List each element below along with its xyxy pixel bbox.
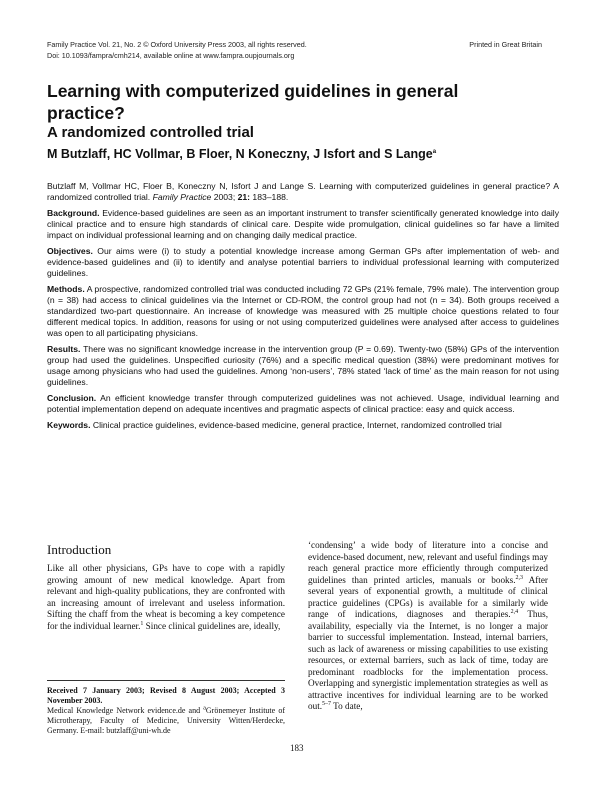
article-title: Learning with computerized guidelines in general practice?: [47, 81, 459, 123]
reference-mark: 2,4: [510, 608, 519, 615]
intro-paragraph-2: [308, 540, 548, 713]
citation-year: 2003;: [213, 192, 236, 202]
author-list: [47, 146, 436, 162]
objectives-section: [47, 246, 559, 279]
affiliation: [47, 706, 285, 736]
keywords-section: [47, 420, 559, 431]
results-section: [47, 344, 559, 388]
journal-line: Family Practice Vol. 21, No. 2 © Oxford University Press 2003, all rights reserved.: [47, 40, 307, 49]
citation-volume: 21:: [237, 192, 251, 202]
methods-label: Methods.: [47, 284, 85, 294]
citation: [47, 181, 559, 203]
printed-location: Printed in Great Britain: [469, 40, 542, 49]
right-text-c: Thus, availability, especially via the Internet, is no longer a major barrier to successful implementation. Instead, internal barriers, such as lack of awareness or missing capabilities to use existing resources, or external barriers, such as lack of time, today are predominant roadblocks for the implementation process. Overlapping and synergistic implementation strategies as well as attractive incentives for individual learning are to be worked out.: [308, 609, 548, 711]
background-section: [47, 208, 559, 241]
footnote-divider: [47, 680, 285, 681]
citation-pages: 183–188.: [252, 192, 289, 202]
right-text-b: After several years of exponential growth, a multitude of clinical practice guidelines (CPGs) is available for a similarly wide range of indications, diagnoses and therapies.: [308, 574, 548, 619]
results-label: Results.: [47, 344, 81, 354]
methods-text: A prospective, randomized controlled trial was conducted including 72 GPs (21% female, 79% male). The intervention group (n = 38) had access to clinical guidelines via the Internet or CD-ROM, the control group had not (n = 34). Both groups received a standardized two-part questionnaire. An increase of knowledge was measured with 25 multiple choice questions related to four different medical topics. In addition, reasons for using or not using computerized guidelines were analysed after access to guidelines was open to all participating physicians.: [47, 284, 559, 338]
results-text: There was no significant knowledge increase in the intervention group (P = 0.69). Twenty-two (58%) GPs of the intervention group had used the guidelines. Unspecified curiosity (76%) and a specific medical question (38%) were predominant motives for usage among physicians who had used the guidelines. Among ‘non-users’, 78% stated ‘lack of time’ as the main reason for not using guidelines.: [47, 344, 560, 387]
right-column-text: [308, 540, 548, 713]
intro-paragraph-1: [47, 563, 285, 632]
citation-journal: Family Practice: [152, 192, 212, 202]
left-column-text: [47, 563, 285, 632]
received-text: Received 7 January 2003; Revised 8 August 2003; Accepted 3 November 2003.: [47, 686, 285, 705]
objectives-text: Our aims were (i) to study a potential knowledge increase among German GPs after implementation of web- and evidence-based guidelines and (ii) to identify and analyse potential barriers to individual professional learning with computerized guidelines.: [47, 246, 559, 278]
footnote: [47, 686, 285, 736]
right-text-a: ‘condensing’ a wide body of literature into a concise and evidence-based document, new, relevant and useful findings may reach general practice more efficiently through computerized guidelines than printed articles, manuals or books.: [308, 540, 548, 585]
article-subtitle: A randomized controlled trial: [47, 124, 254, 141]
author-names: M Butzlaff, HC Vollmar, B Floer, N Koneczny, J Isfort and S Lange: [47, 147, 433, 161]
affiliation-mark: a: [203, 705, 206, 712]
reference-mark: 2,3: [515, 574, 524, 581]
author-affiliation-mark: a: [432, 148, 437, 155]
objectives-label: Objectives.: [47, 246, 93, 256]
intro-left-text: Like all other physicians, GPs have to cope with a rapidly growing amount of new medical knowledge. Apart from relevant and high-quality publications, they are confronted with an increasing amount of irrelevant and useless information. Sifting the chaff from the wheat is becoming a key competence for the individual learner.: [47, 563, 285, 631]
conclusion-label: Conclusion.: [47, 393, 97, 403]
intro-left-tail: Since clinical guidelines are, ideally,: [143, 620, 281, 631]
affiliation-a: Medical Knowledge Network evidence.de and: [47, 706, 204, 715]
reference-mark: 1: [140, 620, 144, 627]
keywords-label: Keywords.: [47, 420, 91, 430]
right-text-d: To date,: [331, 701, 363, 711]
doi-line: Doi: 10.1093/fampra/cmh214, available online at www.fampra.oupjournals.org: [47, 50, 295, 60]
background-label: Background.: [47, 208, 100, 218]
introduction-heading: Introduction: [47, 542, 112, 557]
abstract: [47, 181, 559, 436]
reference-mark: 5–7: [322, 700, 332, 707]
keywords-text: Clinical practice guidelines, evidence-based medicine, general practice, Internet, randomized controlled trial: [92, 420, 502, 430]
received-dates: [47, 686, 285, 706]
page-number: 183: [290, 743, 304, 753]
conclusion-text: An efficient knowledge transfer through computerized guidelines was not achieved. Usage, individual learning and potential implementation depend on adequate incentives and pragmatic aspects of clinical practice: easy and quick access.: [47, 393, 559, 414]
conclusion-section: [47, 393, 559, 415]
affiliation-b: Grönemeyer Institute of Microtherapy, Faculty of Medicine, University Witten/Herdecke, Germany. E-mail: butzlaff@uni-wh.de: [47, 706, 285, 735]
methods-section: [47, 284, 559, 339]
background-text: Evidence-based guidelines are seen as an important instrument to transfer scientifically generated knowledge into daily clinical practice and to ensure high standards of clinical care. Despite wide promulgation, clinical guidelines so far have a limited impact on individual professional learning and on changing daily medical practice.: [47, 208, 559, 240]
journal-header: [47, 40, 307, 61]
citation-text: Butzlaff M, Vollmar HC, Floer B, Koneczny N, Isfort J and Lange S. Learning with computerized guidelines in general practice? A randomized controlled trial.: [47, 181, 559, 202]
